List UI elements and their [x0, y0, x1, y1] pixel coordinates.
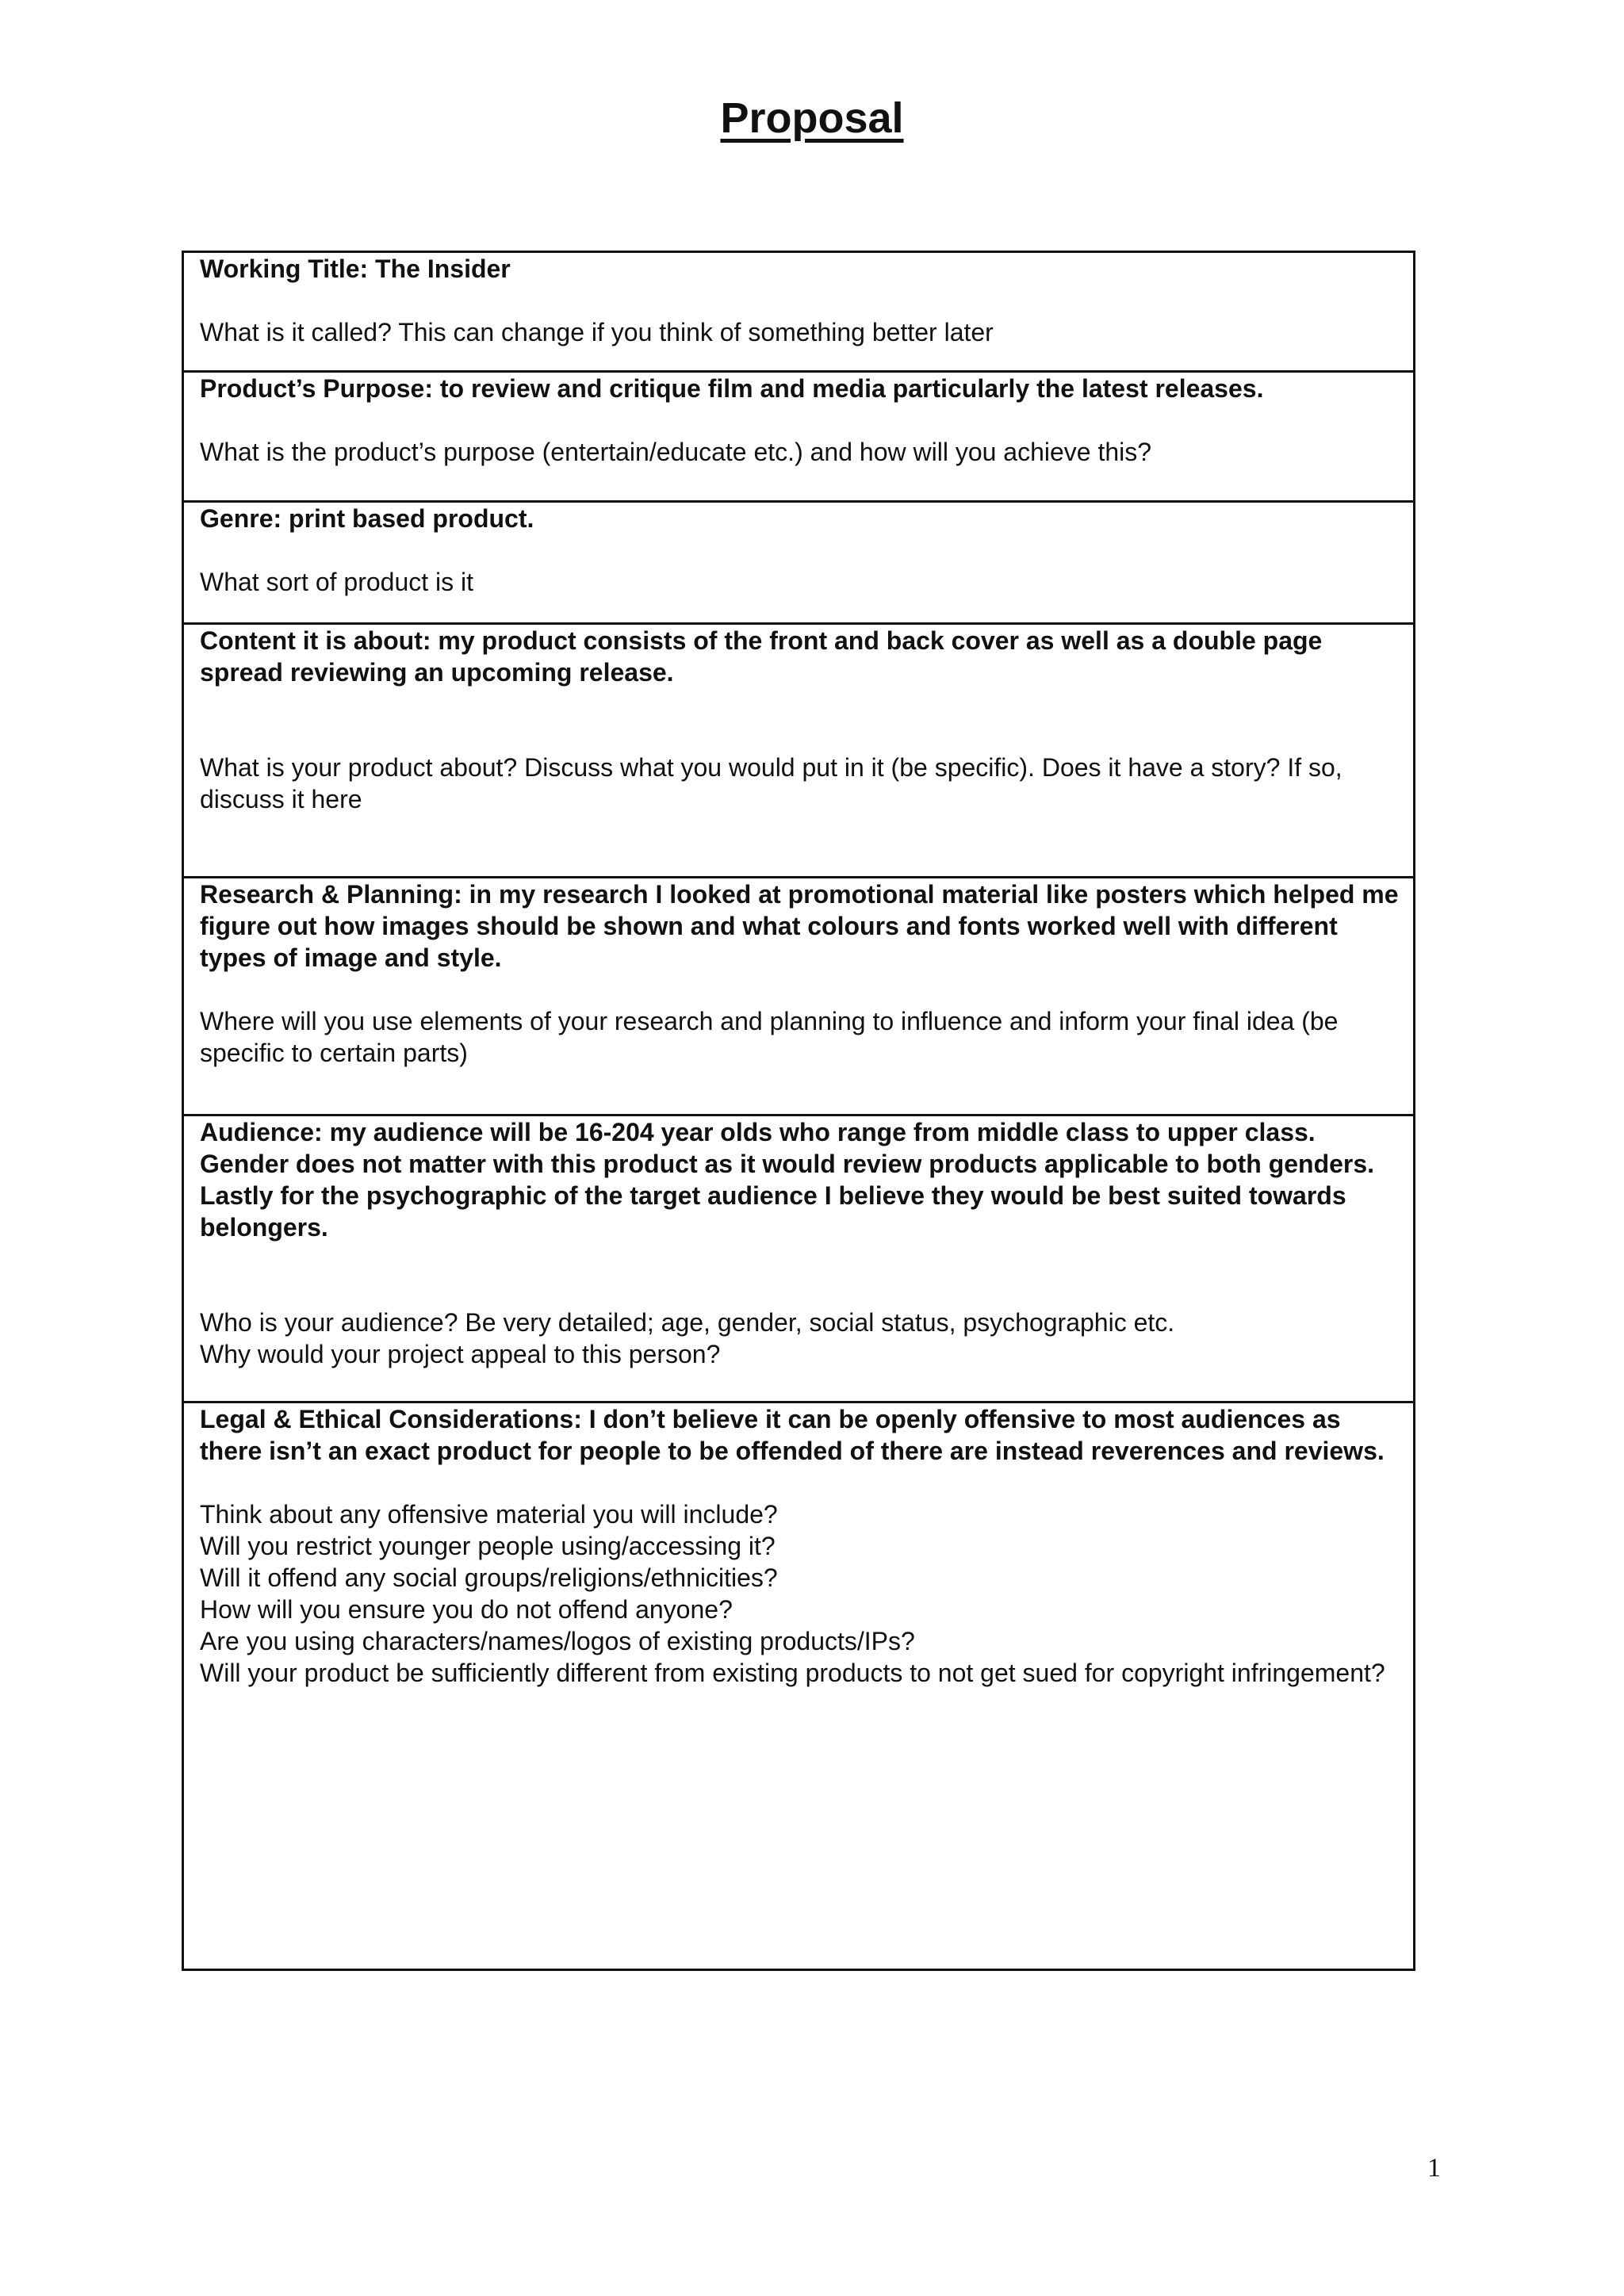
section-answer: Genre: print based product. [200, 504, 534, 533]
section-answer: Audience: my audience will be 16-204 year olds who range from middle class to upper class. Gender does not matter with this product as it would review products applicable to both genders. Lastly for the psychographic of the target audience I believe they would be best suited towards belongers. [200, 1118, 1375, 1242]
section-legal-ethical [184, 1401, 1413, 1969]
section-genre [184, 500, 1413, 622]
section-prompt [200, 566, 1399, 598]
prompt-line: Who is your audience? Be very detailed; age, gender, social status, psychographic etc. [200, 1308, 1175, 1337]
prompt-line: How will you ensure you do not offend anyone? [200, 1595, 733, 1624]
section-answer: Legal & Ethical Considerations: I don’t believe it can be openly offensive to most audiences as there isn’t an exact product for people to be offended of there are instead reverences and reviews. [200, 1405, 1385, 1465]
section-prompt [200, 316, 1399, 348]
page-number: 1 [1427, 2153, 1441, 2183]
section-prompt [200, 436, 1399, 468]
section-answer: Research & Planning: in my research I looked at promotional material like posters which helped me figure out how images should be shown and what colours and fonts worked well with different types of image and style. [200, 880, 1399, 972]
proposal-table [182, 251, 1415, 1971]
prompt-line: What is your product about? Discuss what you would put in it (be specific). Does it have a story? If so, discuss it here [200, 753, 1342, 813]
section-prompt [200, 1005, 1399, 1069]
section-answer: Product’s Purpose: to review and critique film and media particularly the latest releases. [200, 374, 1264, 403]
section-prompt [200, 1498, 1399, 1689]
prompt-line: Where will you use elements of your research and planning to influence and inform your final idea (be specific to certain parts) [200, 1007, 1339, 1067]
section-prompt [200, 1307, 1399, 1370]
section-prompt [200, 752, 1399, 815]
prompt-line: What sort of product is it [200, 568, 474, 596]
section-answer: Working Title: The Insider [200, 254, 511, 283]
section-content [184, 622, 1413, 876]
page-title: Proposal [720, 94, 904, 142]
prompt-line: Will it offend any social groups/religions/ethnicities? [200, 1563, 778, 1592]
prompt-line: Think about any offensive material you will include? [200, 1500, 778, 1529]
prompt-line: Why would your project appeal to this person? [200, 1340, 721, 1368]
section-audience [184, 1114, 1413, 1401]
prompt-line: What is it called? This can change if you think of something better later [200, 318, 994, 346]
section-working-title [184, 253, 1413, 370]
prompt-line: Will you restrict younger people using/accessing it? [200, 1532, 776, 1560]
section-product-purpose [184, 370, 1413, 500]
section-answer: Content it is about: my product consists of the front and back cover as well as a double page spread reviewing an upcoming release. [200, 626, 1323, 687]
prompt-line: Are you using characters/names/logos of existing products/IPs? [200, 1627, 915, 1655]
prompt-line: What is the product’s purpose (entertain/educate etc.) and how will you achieve this? [200, 438, 1152, 466]
prompt-line: Will your product be sufficiently different from existing products to not get sued for copyright infringement? [200, 1659, 1385, 1687]
section-research-planning [184, 876, 1413, 1114]
